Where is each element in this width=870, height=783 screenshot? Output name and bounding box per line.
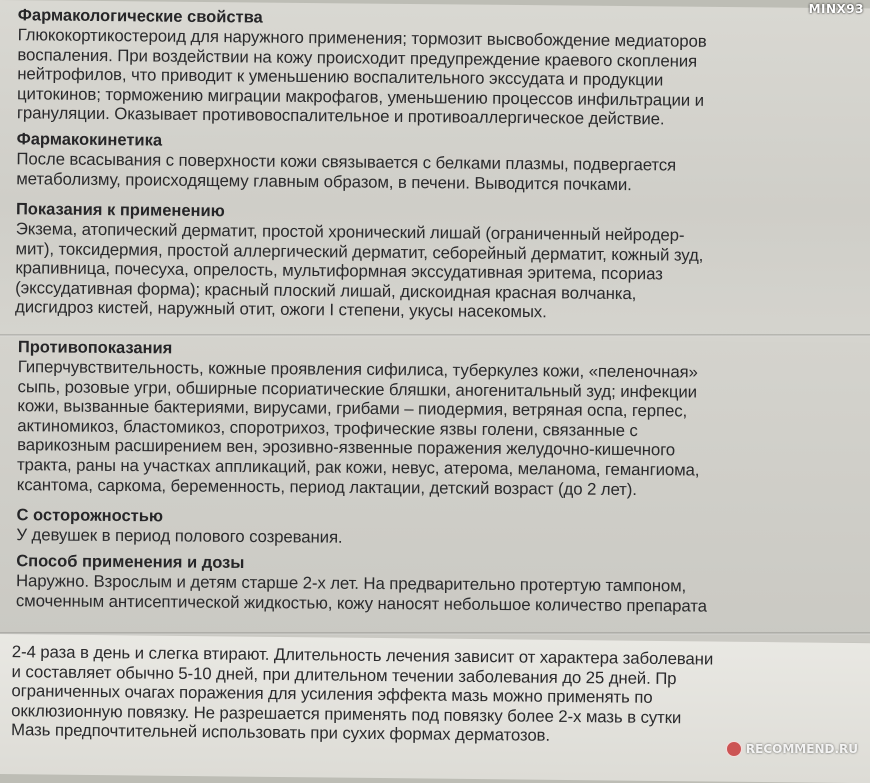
text-line: мит), токсидермия, простой аллергический дерматит, себорейный дерматит, кожный зуд, — [15, 238, 704, 265]
text-line: актиномикоз, бластомикоз, споротрихоз, трофические язвы голени, связанные с — [17, 415, 638, 440]
watermark-site — [726, 741, 858, 757]
heading-pharmacology: Фармакологические свойства — [17, 6, 263, 27]
section-caution — [16, 506, 856, 551]
heading-caution: С осторожностью — [16, 506, 164, 526]
text-line: смоченным антисептической жидкостью, кожу наносят небольшое количество препарата — [15, 590, 707, 616]
text-line: кожи, вызванные бактериями, вирусами, грибами – пиодермия, ветряная оспа, герпес, — [17, 396, 688, 421]
section-dosage — [16, 552, 856, 617]
document-sheet-top — [0, 0, 870, 346]
heading-pharmacokinetics: Фармакокинетика — [16, 130, 163, 150]
recommend-logo-icon — [726, 741, 742, 757]
text-line: Мазь предпочтительней использовать при сухих формах дерматозов. — [10, 720, 551, 746]
paper-fold — [0, 334, 870, 337]
text-line: У девушек в период полового созревания. — [16, 525, 343, 547]
document-sheet-middle — [0, 336, 870, 643]
text-line: окклюзионную повязку. Не разрешается применять под повязку более 2-х мазь в сутки — [11, 700, 682, 727]
section-dosage-continued — [11, 642, 852, 749]
text-line: Глюкокортикостероид для наружного применения; тормозит высвобождение медиаторов — [17, 25, 707, 51]
text-line: сыпь, розовые угри, обширные псориатические бляшки, аногенитальный зуд; инфекции — [17, 376, 698, 402]
text-line: (экссудативная форма); красный плоский лишай, дискоидная красная волчанка, — [15, 277, 637, 303]
text-line: крапивница, почесуха, опрелость, мультиформная экссудативная эритема, псориаз — [15, 258, 663, 284]
document-sheet-bottom — [0, 634, 870, 783]
text-line: нейтрофилов, что приводит к уменьшению воспалительного экссудата и продукции — [17, 64, 664, 90]
section-contraindications — [17, 338, 858, 501]
text-line: воспаления. При воздействии на кожу происходит предупреждение краевого скопления — [17, 44, 698, 71]
watermark-username: MINX93 — [808, 2, 864, 16]
text-line: варикозным расширением вен, эрозивно-язвенные поражения желудочно-кишечного — [17, 435, 676, 460]
watermark-site-label: RECOMMEND.RU — [745, 742, 858, 756]
text-line: дисгидроз кистей, наружный отит, ожоги I степени, укусы насекомых. — [14, 297, 547, 322]
text-line: Наружно. Взрослым и детям старше 2-х лет. На предварительно протертую тампоном, — [16, 571, 687, 596]
text-line: Гиперчувствительность, кожные проявления сифилиса, туберкулез кожи, «пеленочная» — [17, 357, 698, 382]
text-line: грануляции. Оказывает противовоспалительное и противоаллергическое действие. — [16, 103, 665, 129]
heading-indications: Показания к применению — [15, 200, 225, 221]
heading-contraindications: Противопоказания — [17, 338, 173, 358]
section-indications — [15, 200, 856, 325]
text-line: метаболизму, происходящему главным образом, в печени. Выводится почками. — [16, 168, 632, 194]
text-line: ксантома, саркома, беременность, период лактации, детский возраст (до 2 лет). — [16, 474, 637, 499]
text-line: 2-4 раза в день и слегка втирают. Длительность лечения зависит от характера заболевани — [11, 642, 714, 669]
heading-dosage: Способ применения и дозы — [16, 552, 245, 572]
text-line: тракта, раны на участках аппликаций, рак кожи, невус, атерома, меланома, гемангиома, — [16, 455, 700, 480]
text-line: После всасывания с поверхности кожи связывается с белками плазмы, подвергается — [16, 149, 677, 175]
text-line: и составляет обычно 5-10 дней, при длительном течении заболевания до 25 дней. Пр — [11, 661, 677, 688]
text-line: Экзема, атопический дерматит, простой хронический лишай (ограниченный нейродер- — [15, 219, 685, 245]
section-pharmacokinetics — [16, 130, 857, 196]
text-line: цитокинов; торможению миграции макрофагов, уменьшению процессов инфильтрации и — [17, 83, 705, 110]
text-line: ограниченных очагах поражения для усиления эффекта мазь можно применять по — [11, 681, 653, 708]
section-pharmacology — [17, 6, 858, 131]
